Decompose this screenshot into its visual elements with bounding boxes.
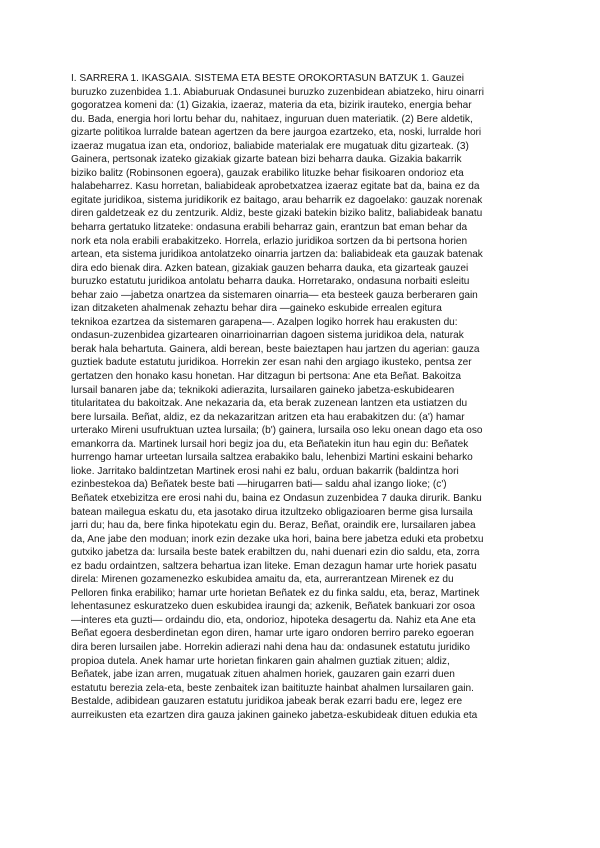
text-line: propioa dutela. Anek hamar urte horietan finkaren gain ahalmen guztiak zituen; aldiz,	[71, 655, 450, 667]
text-line: ez badu ordaintzen, saltzera behartua izan liteke. Eman dezagun hamar urte horiek pasatu	[71, 560, 477, 572]
text-line: dira beren lursailen jabe. Horrekin adierazi nahi dena hau da: ondasunek estatutu juridiko	[71, 641, 470, 653]
text-line: ezinbestekoa da) Beñatek beste bati —hirugarren bati— saldu ahal izango lioke; (c')	[71, 479, 447, 491]
text-line: Beñat egoera desberdinetan egon diren, hamar urte igaro ondoren berriro pareko egoeran	[71, 628, 474, 640]
document-body-text	[71, 72, 533, 722]
text-line: behar zaio —jabetza onartzea da sistemaren oinarria— eta besteek gauza berberaren gain	[71, 289, 478, 301]
text-line: Gainera, pertsonak izateko gizakiak gizarte batean bizi beharra dauka. Gizakia bakarrik	[71, 154, 462, 166]
text-line: nork eta nola erabili erabakitzeko. Horrela, erlazio juridikoa sortzen da bi pertsona horien	[71, 235, 468, 247]
text-line: teknikoa ezartzea da sistemaren garapena—. Azalpen logiko horrek hau erakusten du:	[71, 316, 458, 328]
text-line: bere lursaila. Beñat, aldiz, ez da nekazaritzan aritzen eta hau erabakitzen du: (a') hamar	[71, 411, 465, 423]
text-line: buruzko zuzenbidea 1.1. Abiaburuak Ondasunei buruzko zuzenbidean abiatzeko, hiru oinarri	[71, 86, 484, 98]
text-line: I. SARRERA 1. IKASGAIA. SISTEMA ETA BESTE OROKORTASUN BATZUK 1. Gauzei	[71, 73, 465, 84]
text-line: guztiek badute estatutu juridikoa. Horrekin zer esan nahi den argiago ikusteko, pentsa zer	[71, 357, 472, 369]
text-line: jarri du; hau da, bere finka hipotekatu egin du. Beraz, Beñat, oraindik ere, lursailaren jabea	[71, 520, 476, 532]
text-line: urterako Mireni usufruktuan uztea lursaila; (b') gainera, lursaila oso leku onean dago eta oso	[71, 425, 483, 437]
text-line: gutxiko jabetza da: lursaila beste batek erabiltzen du, nahi duenari ezin dio saldu, eta, zorra	[71, 547, 480, 559]
text-line: Bestalde, adibidean gauzaren estatutu juridikoa jabeak berak ezarri badu ere, legez ere	[71, 696, 463, 708]
text-line: lursail banaren jabe da; teknikoki adierazita, lursailaren gaineko jabetza-eskubidearen	[71, 384, 455, 396]
text-line: izan ditzaketen ahalmenak zehaztu behar dira —gaineko eskubide errealen egitura	[71, 303, 442, 315]
text-line: estatutu berezia zela-eta, beste zenbaitek izan baitituzte hainbat ahalmen lursailaren gain.	[71, 682, 474, 694]
text-line: lioke. Jarritako baldintzetan Martinek erosi nahi ez balu, orduan bakarrik (baldintza hori	[71, 465, 459, 477]
text-line: buruzko estatutu juridikoa antolatu beharra dauka. Horretarako, ondasuna norbaiti esleitu	[71, 276, 470, 288]
text-line: dira edo bienak dira. Azken batean, gizakiak gauzen beharra dauka, eta gizarteak gauzei	[71, 262, 469, 274]
text-line: —interes eta guzti— ordaindu dio, eta, ondorioz, hipoteka desagertu da. Nahiz eta Ane eta	[71, 614, 476, 626]
text-line: emankorra da. Martinek lursail hori begiz joa du, eta Beñatekin itun hau egin du: Beñatek	[71, 438, 469, 450]
text-line: ondasun-zuzenbidea gizartearen oinarrioinarrian dagoen sistema juridikoa dela, naturak	[71, 330, 464, 342]
text-line: gizarte politikoa lurralde batean agertzen da bere jaurgoa ezartzeko, eta, noski, lurralde hori	[71, 127, 482, 139]
text-line: Beñatek etxebizitza ere erosi nahi du, baina ez Ondasun zuzenbidea 7 dauka dirurik. Banku	[71, 492, 482, 504]
text-line: titularitatea du bakoitzak. Ane nekazaria da, eta berak zuzenean lantzen eta ustiatzen du	[71, 398, 468, 410]
text-line: izaeraz mugatua izan eta, ondorioz, baliabide materialak ere mugatuak ditu gizarteak. (3)	[71, 140, 469, 152]
text-line: halabeharrez. Kasu horretan, baliabideak aprobetxatzea izaeraz egitate bat da, baina ez da	[71, 181, 480, 193]
text-line: da, Ane jabe den moduan; inork ezin dezake uka hori, baina bere jabetza eduki eta probetxu	[71, 533, 484, 545]
text-line: direla: Mirenen gozamenezko eskubidea amaitu da, eta, aurrerantzean Mirenek ez du	[71, 574, 454, 586]
text-line: berak hala behartuta. Gainera, aldi berean, beste baieztapen hau jartzen du agerian: gauza	[71, 343, 480, 355]
text-line: egitate juridikoa, sistema juridikorik ez baitago, arau beharrik ez dagoelako: gauzak norenak	[71, 194, 483, 206]
text-line: batean mailegua eskatu du, eta jasotako dirua itzultzeko obligazioaren berme gisa lursaila	[71, 506, 473, 518]
text-line: aurreikusten eta ezartzen dira gauza jakinen gaineko jabetza-eskubideak dituen edukia eta	[71, 709, 478, 721]
text-line: hurrengo hamar urteetan lursaila saltzea erabakiko balu, lehenbizi Martini eskaini beharko	[71, 452, 473, 464]
text-line: gertatzen den honako kasu honetan. Har ditzagun bi pertsona: Ane eta Beñat. Bakoitza	[71, 371, 462, 383]
text-line: Pelloren finka erabiliko; hamar urte horietan Beñatek ez du finka saldu, eta, beraz, Martinek	[71, 587, 480, 599]
text-line: du. Bada, energia hori lortu behar du, nahitaez, inguruan duen materiatik. (2) Bere aldetik,	[71, 113, 473, 125]
text-line: diren galdetzeak ez du zentzurik. Aldiz, beste gizaki batekin biziko balitz, baliabideak banatu	[71, 208, 483, 220]
text-line: gogoratzea komeni da: (1) Gizakia, izaeraz, materia da eta, bizirik irauteko, energia behar	[71, 100, 472, 112]
text-line: biziko balitz (Robinsonen egoera), gauzak erabiliko lituzke behar fisikoaren ondorioz eta	[71, 167, 464, 179]
text-line: lehentasunez eskuratzeko duen eskubidea iraungi da; azkenik, Beñatek bankuari zor osoa	[71, 601, 476, 613]
text-line: Beñatek, jabe izan arren, mugatuak zituen ahalmen horiek, gauzaren gain ezarri duen	[71, 669, 455, 681]
text-line: artean, eta sistema juridikoa antolatzeko oinarria jartzen da: baliabideak eta gauzak batenak	[71, 249, 483, 261]
text-line: beharra gertatuko litzateke: ondasuna erabili beharraz gain, erantzun bat eman behar da	[71, 222, 468, 234]
